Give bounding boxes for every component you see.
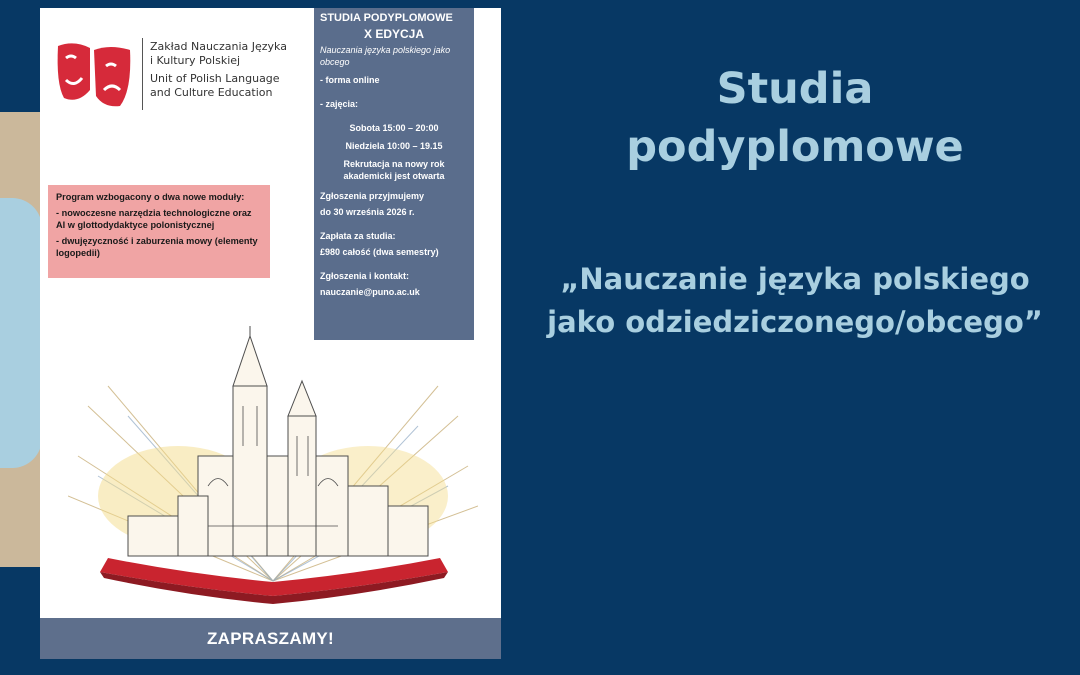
logo-line-en-2: and Culture Education bbox=[150, 86, 273, 99]
poster bbox=[40, 8, 501, 659]
page-title bbox=[560, 60, 1030, 176]
title-line-1: Studia bbox=[716, 64, 874, 114]
logo-divider bbox=[142, 38, 143, 110]
info-edition: X EDYCJA bbox=[363, 27, 425, 41]
decorative-blue-shape bbox=[0, 198, 42, 468]
logo-text bbox=[150, 40, 310, 100]
info-header: STUDIA PODYPLOMOWE bbox=[320, 12, 453, 24]
info-contact-label: Zgłoszenia i kontakt: bbox=[320, 271, 410, 281]
info-sunday: Niedziela 10:00 – 19.15 bbox=[345, 141, 443, 151]
invite-text: ZAPRASZAMY! bbox=[206, 628, 334, 648]
logo-line-pl-2: i Kultury Polskiej bbox=[150, 54, 241, 67]
logo-line-en-1: Unit of Polish Language bbox=[150, 72, 280, 85]
modules-title: Program wzbogacony o dwa nowe moduły: bbox=[56, 192, 245, 202]
modules-item-1: - nowoczesne narzędzia technologiczne oraz AI w glottodydaktyce polonistycznej bbox=[56, 208, 252, 230]
info-deadline-2: do 30 września 2026 r. bbox=[320, 207, 415, 217]
info-saturday: Sobota 15:00 – 20:00 bbox=[349, 123, 439, 133]
logo-line-pl-1: Zakład Nauczania Języka bbox=[150, 40, 287, 53]
info-classes-label: - zajęcia: bbox=[320, 99, 359, 109]
invite-bar bbox=[40, 618, 501, 659]
modules-box bbox=[48, 185, 270, 278]
info-course: Nauczania języka polskiego jako obcego bbox=[320, 45, 451, 67]
title-line-2: podyplomowe bbox=[626, 122, 964, 172]
info-recruitment: Rekrutacja na nowy rok akademicki jest otwarta bbox=[343, 159, 445, 181]
subtitle-line-1: „Nauczanie języka polskiego bbox=[560, 262, 1030, 296]
modules-item-2: - dwujęzyczność i zaburzenia mowy (elementy logopedii) bbox=[56, 236, 258, 258]
page-subtitle bbox=[520, 258, 1070, 344]
subtitle-line-2: jako odziedziczonego/obcego” bbox=[547, 305, 1043, 339]
info-box bbox=[314, 8, 474, 340]
masks-logo-icon bbox=[54, 40, 134, 110]
info-payment-value: £980 całość (dwa semestry) bbox=[320, 247, 439, 257]
info-deadline-1: Zgłoszenia przyjmujemy bbox=[320, 191, 425, 201]
open-book-krakow-church-illustration bbox=[68, 326, 478, 616]
info-form: - forma online bbox=[320, 75, 380, 85]
info-contact-email: nauczanie@puno.ac.uk bbox=[320, 287, 420, 297]
info-payment-label: Zapłata za studia: bbox=[320, 231, 396, 241]
